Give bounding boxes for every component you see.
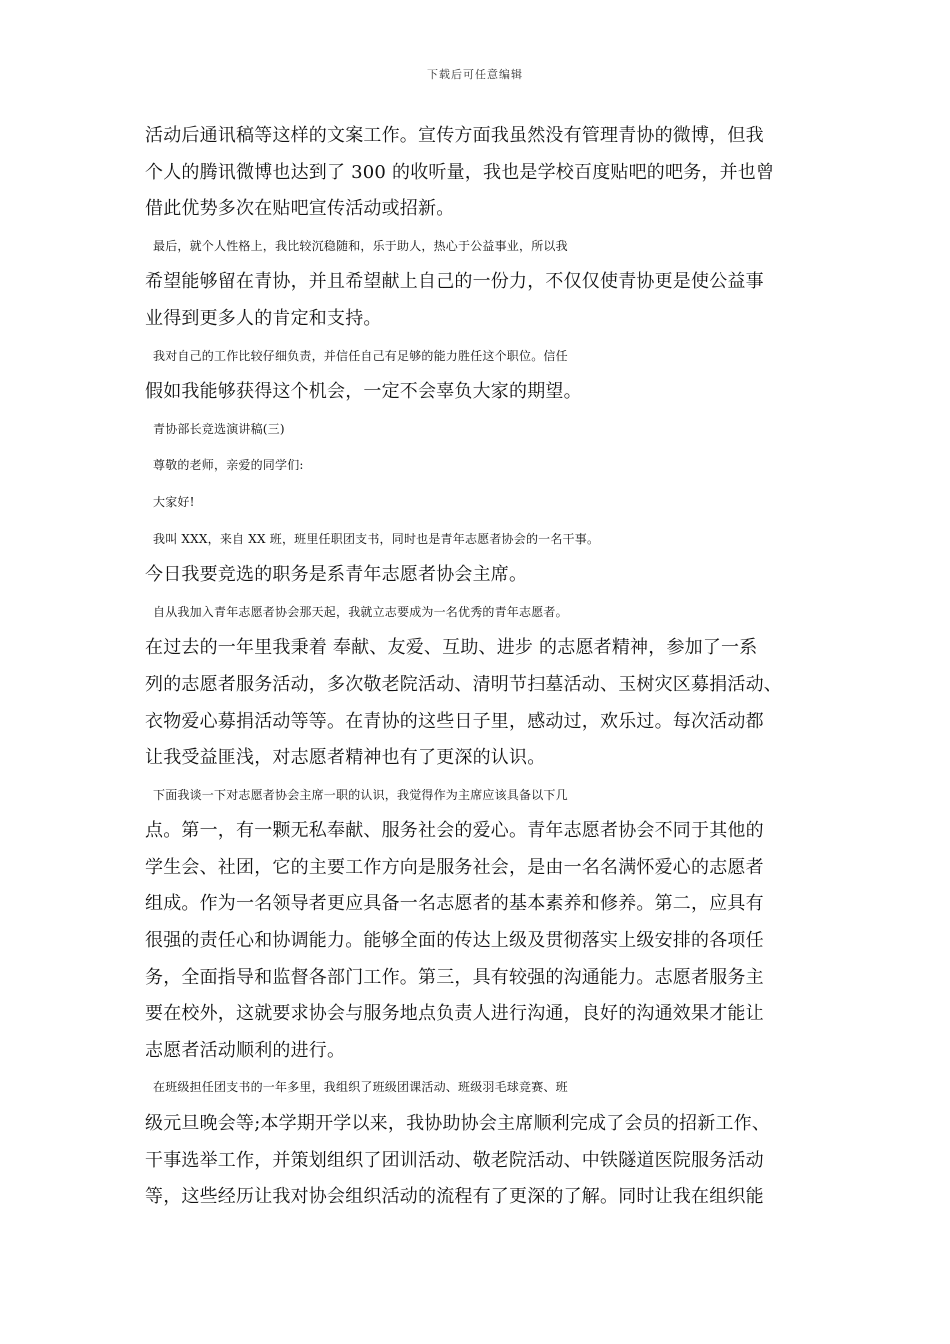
text-line: 列的志愿者服务活动，多次敬老院活动、清明节扫墓活动、玉树灾区募捐活动、 bbox=[145, 673, 782, 695]
text-line: 志愿者活动顺利的进行。 bbox=[145, 1039, 346, 1061]
text-line: 在过去的一年里我秉着 奉献、友爱、互助、进步 的志愿者精神，参加了一系 bbox=[145, 637, 758, 659]
text-line: 尊敬的老师，亲爱的同学们: bbox=[153, 458, 304, 473]
text-line: 点。第一，有一颗无私奉献、服务社会的爱心。青年志愿者协会不同于其他的 bbox=[145, 820, 764, 842]
text-line: 等，这些经历让我对协会组织活动的流程有了更深的了解。同时让我在组织能 bbox=[145, 1186, 764, 1208]
text-line: 很强的责任心和协调能力。能够全面的传达上级及贯彻落实上级安排的各项任 bbox=[145, 930, 764, 952]
text-line: 组成。作为一名领导者更应具备一名志愿者的基本素养和修养。第二，应具有 bbox=[145, 893, 764, 915]
text-line: 个人的腾讯微博也达到了 300 的收听量，我也是学校百度贴吧的吧务，并也曾 bbox=[145, 161, 775, 183]
text-line: 大家好! bbox=[153, 494, 195, 509]
text-line: 衣物爱心募捐活动等等。在青协的这些日子里，感动过，欢乐过。每次活动都 bbox=[145, 710, 764, 732]
text-line: 干事选举工作，并策划组织了团训活动、敬老院活动、中铁隧道医院服务活动 bbox=[145, 1149, 764, 1171]
text-line: 我叫 XXX，来自 XX 班，班里任职团支书，同时也是青年志愿者协会的一名干事。 bbox=[153, 531, 600, 546]
text-line: 自从我加入青年志愿者协会那天起，我就立志要成为一名优秀的青年志愿者。 bbox=[153, 604, 568, 619]
text-line: 希望能够留在青协，并且希望献上自己的一份力，不仅仅使青协更是使公益事 bbox=[145, 271, 764, 293]
text-line: 让我受益匪浅，对志愿者精神也有了更深的认识。 bbox=[145, 747, 546, 769]
text-line: 青协部长竞选演讲稿(三) bbox=[153, 421, 285, 436]
text-line: 级元旦晚会等;本学期开学以来，我协助协会主席顺利完成了会员的招新工作、 bbox=[145, 1113, 771, 1135]
text-line: 在班级担任团支书的一年多里，我组织了班级团课活动、班级羽毛球竞赛、班 bbox=[153, 1080, 568, 1095]
page-header: 下载后可任意编辑 bbox=[427, 68, 523, 81]
text-line: 要在校外，这就要求协会与服务地点负责人进行沟通，良好的沟通效果才能让 bbox=[145, 1003, 764, 1025]
text-line: 今日我要竞选的职务是系青年志愿者协会主席。 bbox=[145, 564, 528, 586]
text-line: 务，全面指导和监督各部门工作。第三，具有较强的沟通能力。志愿者服务主 bbox=[145, 966, 764, 988]
text-line: 借此优势多次在贴吧宣传活动或招新。 bbox=[145, 198, 455, 220]
text-line: 我对自己的工作比较仔细负责，并信任自己有足够的能力胜任这个职位。信任 bbox=[153, 348, 568, 363]
text-line: 学生会、社团，它的主要工作方向是服务社会，是由一名名满怀爱心的志愿者 bbox=[145, 856, 764, 878]
text-line: 最后，就个人性格上，我比较沉稳随和，乐于助人，热心于公益事业，所以我 bbox=[153, 238, 568, 253]
text-line: 假如我能够获得这个机会，一定不会辜负大家的期望。 bbox=[145, 381, 582, 403]
document-body bbox=[145, 118, 825, 1216]
text-line: 下面我谈一下对志愿者协会主席一职的认识，我觉得作为主席应该具备以下几 bbox=[153, 787, 568, 802]
text-line: 业得到更多人的肯定和支持。 bbox=[145, 307, 382, 329]
text-line: 活动后通讯稿等这样的文案工作。宣传方面我虽然没有管理青协的微博，但我 bbox=[145, 125, 764, 146]
